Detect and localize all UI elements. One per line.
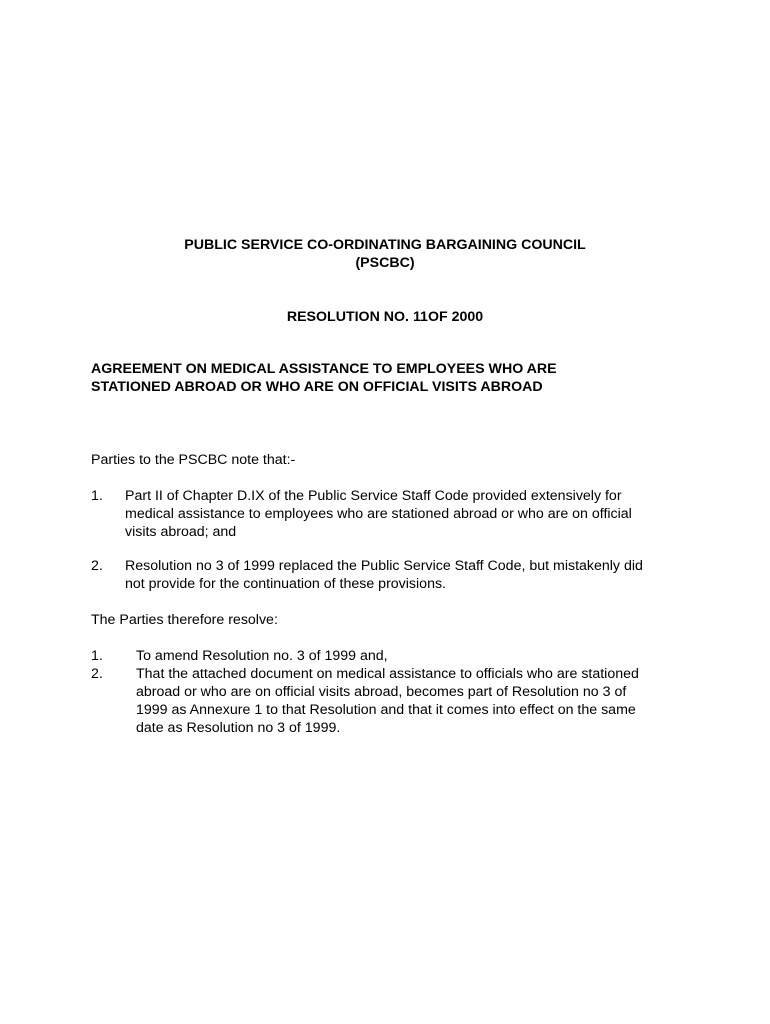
resolution-item-number: 1. [91,648,103,664]
council-name: PUBLIC SERVICE CO-ORDINATING BARGAINING COUNCIL [184,237,586,253]
resolution-item-text [136,647,681,665]
notes-intro: Parties to the PSCBC note that:- [91,452,296,468]
resolution-line: That the attached document on medical assistance to officials who are stationed [136,666,639,682]
resolution-line: 1999 as Annexure 1 to that Resolution and that it comes into effect on the same [136,702,636,718]
resolution-line: To amend Resolution no. 3 of 1999 and, [136,648,388,664]
resolution-line: abroad or who are on official visits abroad, becomes part of Resolution no 3 of [136,684,627,700]
resolve-intro: The Parties therefore resolve: [91,612,278,628]
note-line: not provide for the continuation of these provisions. [125,576,446,592]
resolution-line: date as Resolution no 3 of 1999. [136,720,341,736]
council-abbreviation: (PSCBC) [355,255,415,271]
agreement-title-line-2: STATIONED ABROAD OR WHO ARE ON OFFICIAL VISITS ABROAD [91,379,543,395]
note-line: Part II of Chapter D.IX of the Public Service Staff Code provided extensively for [125,488,622,504]
resolution-item-text [136,665,681,737]
note-line: Resolution no 3 of 1999 replaced the Public Service Staff Code, but mistakenly did [125,558,643,574]
note-number: 1. [91,488,103,504]
agreement-title-line-1: AGREEMENT ON MEDICAL ASSISTANCE TO EMPLOYEES WHO ARE [91,361,557,377]
note-line: visits abroad; and [125,524,237,540]
note-line: medical assistance to employees who are stationed abroad or who are on official [125,506,632,522]
resolution-number: RESOLUTION NO. 11OF 2000 [286,309,484,325]
note-number: 2. [91,558,103,574]
resolution-item-number: 2. [91,666,103,682]
note-text [125,487,685,541]
note-text [125,557,685,593]
